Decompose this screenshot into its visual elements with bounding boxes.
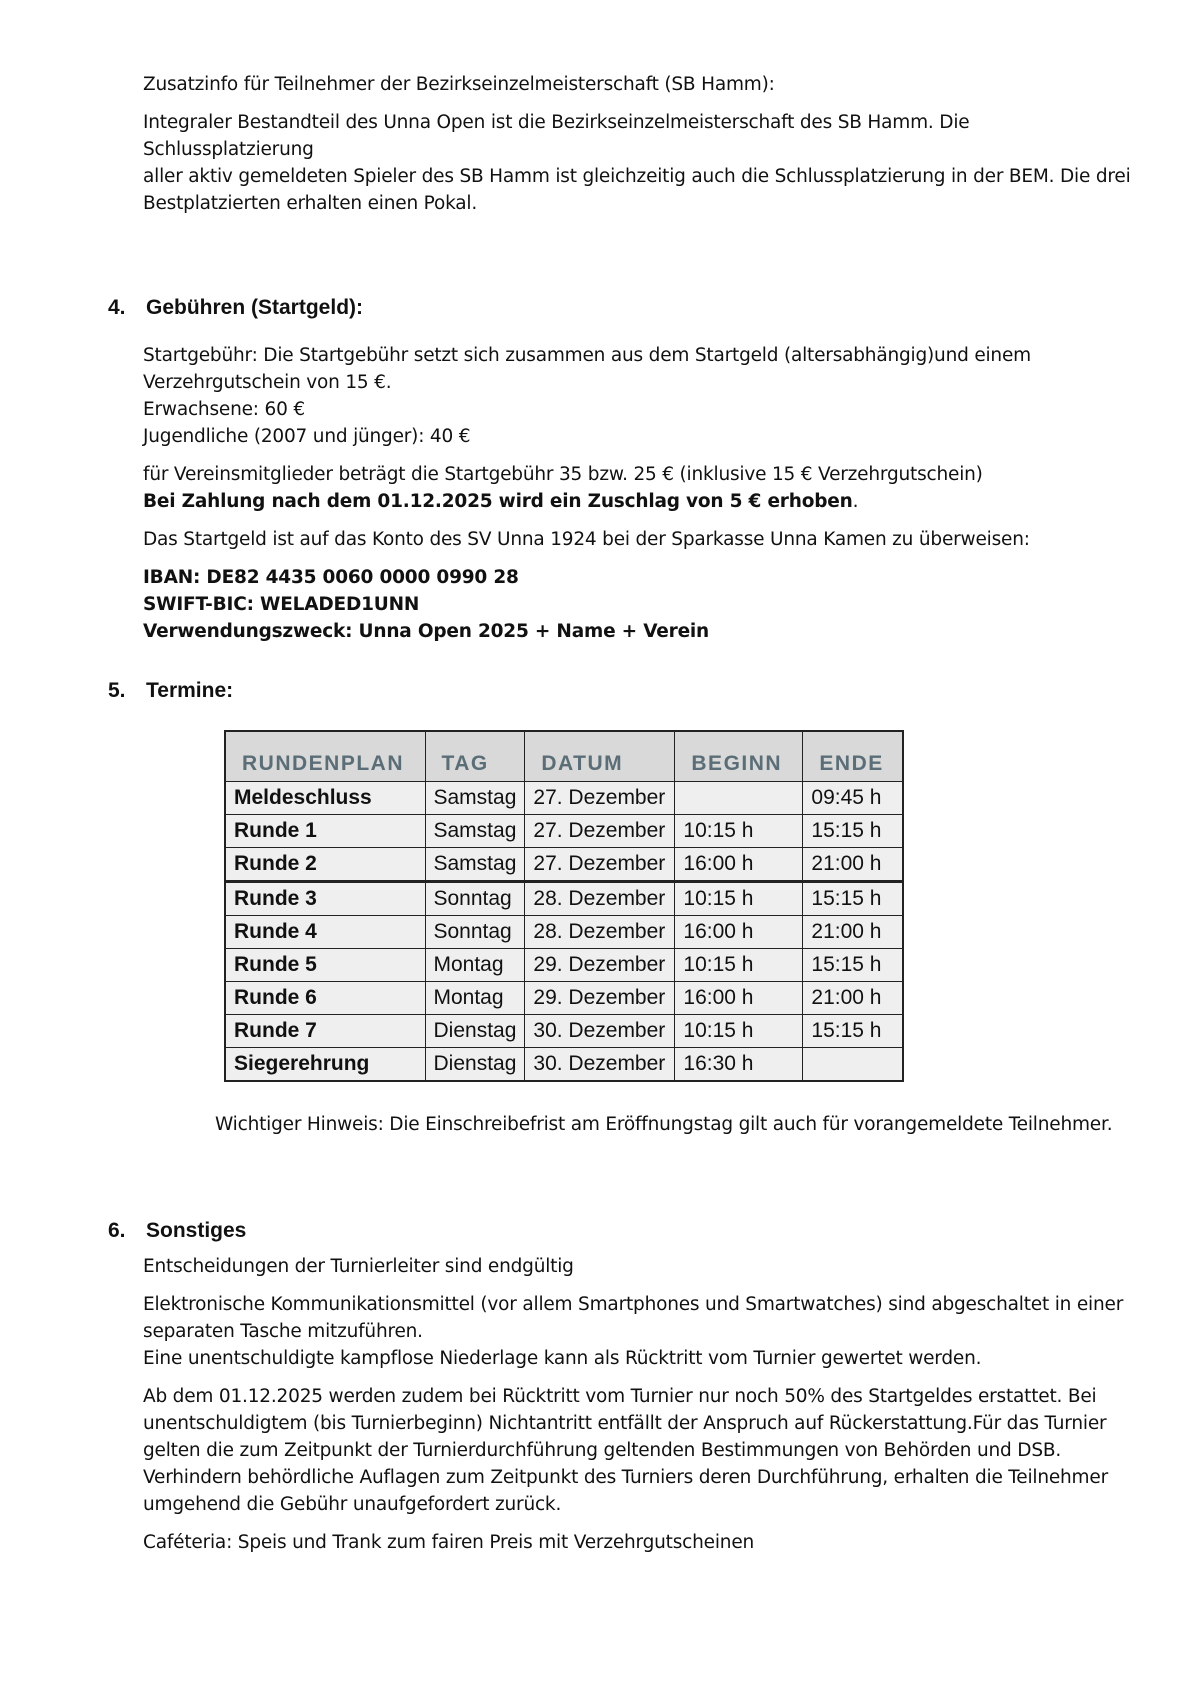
cell-date: 30. Dezember: [525, 1014, 675, 1047]
refund-paragraph: [143, 1383, 1133, 1518]
transfer-paragraph: Das Startgeld ist auf das Konto des SV Unna 1924 bei der Sparkasse Unna Kamen zu überweisen:: [143, 529, 1030, 550]
important-note: Wichtiger Hinweis: Die Einschreibefrist am Eröffnungstag gilt auch für vorangemeldete Teilnehmer.: [215, 1114, 1113, 1135]
bank-details: [143, 564, 1143, 645]
cell-end: 21:00 h: [803, 915, 903, 948]
refund-line: unentschuldigtem (bis Turnierbeginn) Nichtantritt entfällt der Anspruch auf Rückerstattung.Für das Turnier: [143, 1413, 1107, 1434]
surcharge-line: [143, 488, 1143, 515]
table-row: [225, 781, 903, 814]
cell-day: Dienstag: [425, 1014, 525, 1047]
cell-begin: [675, 781, 803, 814]
cell-end: 15:15 h: [803, 814, 903, 847]
cell-begin: 10:15 h: [675, 881, 803, 915]
cell-date: 29. Dezember: [525, 981, 675, 1014]
intro-section: [143, 71, 1133, 228]
cell-begin: 16:00 h: [675, 981, 803, 1014]
cell-round: Meldeschluss: [225, 781, 425, 814]
intro-paragraph: [143, 109, 1133, 217]
section-6-title: Sonstiges: [146, 1219, 247, 1242]
intro-line: Bestplatzierten erhalten einen Pokal.: [143, 193, 478, 214]
section-4-title: Gebühren (Startgeld):: [146, 296, 364, 319]
cell-end: 21:00 h: [803, 847, 903, 881]
fee-line: Erwachsene: 60 €: [143, 399, 305, 420]
cell-begin: 10:15 h: [675, 1014, 803, 1047]
devices-paragraph: [143, 1291, 1133, 1372]
devices-line: separaten Tasche mitzuführen.: [143, 1321, 423, 1342]
fee-line: Verzehrgutschein von 15 €.: [143, 372, 392, 393]
section-5-title: Termine:: [146, 679, 234, 702]
header-tag: TAG: [425, 731, 525, 781]
cell-round: Runde 6: [225, 981, 425, 1014]
cell-date: 27. Dezember: [525, 814, 675, 847]
cell-day: Samstag: [425, 847, 525, 881]
bic-line: SWIFT-BIC: WELADED1UNN: [143, 594, 420, 615]
header-ende: ENDE: [803, 731, 903, 781]
cell-date: 28. Dezember: [525, 915, 675, 948]
cell-date: 27. Dezember: [525, 781, 675, 814]
cell-begin: 10:15 h: [675, 814, 803, 847]
cell-end: 15:15 h: [803, 948, 903, 981]
refund-line: Verhindern behördliche Auflagen zum Zeitpunkt des Turniers deren Durchführung, erhalten die Teilnehmer: [143, 1467, 1108, 1488]
cell-day: Sonntag: [425, 915, 525, 948]
cell-round: Runde 4: [225, 915, 425, 948]
cell-end: 15:15 h: [803, 881, 903, 915]
section-6-heading: [108, 1218, 246, 1244]
surcharge-period: .: [852, 491, 859, 512]
cell-round: Runde 5: [225, 948, 425, 981]
cell-day: Sonntag: [425, 881, 525, 915]
section-5-number: 5.: [108, 679, 126, 702]
section-5-heading: [108, 678, 233, 704]
refund-line: gelten die zum Zeitpunkt der Turnierdurchführung geltenden Bestimmungen von Behörden und DSB.: [143, 1440, 1062, 1461]
surcharge-text: Bei Zahlung nach dem 01.12.2025 wird ein Zuschlag von 5 € erhoben: [143, 491, 853, 512]
purpose-line: Verwendungszweck: Unna Open 2025 + Name + Verein: [143, 621, 710, 642]
devices-line: Eine unentschuldigte kampflose Niederlage kann als Rücktritt vom Turnier gewertet werden.: [143, 1348, 982, 1369]
fee-paragraph: [143, 342, 1143, 450]
section-6-number: 6.: [108, 1219, 126, 1242]
table-row: [225, 948, 903, 981]
decisions-paragraph: Entscheidungen der Turnierleiter sind endgültig: [143, 1256, 574, 1277]
member-fee-paragraph: [143, 461, 1143, 515]
devices-line: Elektronische Kommunikationsmittel (vor allem Smartphones und Smartwatches) sind abgeschaltet in einer: [143, 1294, 1124, 1315]
header-rundenplan: RUNDENPLAN: [225, 731, 425, 781]
iban-line: IBAN: DE82 4435 0060 0000 0990 28: [143, 567, 519, 588]
refund-line: Ab dem 01.12.2025 werden zudem bei Rücktritt vom Turnier nur noch 50% des Startgeldes erstattet. Bei: [143, 1386, 1097, 1407]
cell-begin: 10:15 h: [675, 948, 803, 981]
section-6-body: [143, 1253, 1133, 1567]
cell-end: [803, 1047, 903, 1081]
table-row: [225, 881, 903, 915]
section-4-body: [143, 342, 1143, 656]
cell-round: Runde 3: [225, 881, 425, 915]
schedule-header-row: [225, 731, 903, 781]
cell-day: Samstag: [425, 814, 525, 847]
intro-line: Integraler Bestandteil des Unna Open ist die Bezirkseinzelmeisterschaft des SB Hamm. Die Schlussplatzierung: [143, 112, 970, 160]
header-datum: DATUM: [525, 731, 675, 781]
table-row: [225, 1047, 903, 1081]
table-row: [225, 847, 903, 881]
cell-end: 15:15 h: [803, 1014, 903, 1047]
cell-end: 09:45 h: [803, 781, 903, 814]
cell-round: Runde 2: [225, 847, 425, 881]
fee-line: Startgebühr: Die Startgebühr setzt sich zusammen aus dem Startgeld (altersabhängig)und einem: [143, 345, 1031, 366]
schedule-table: [224, 730, 904, 1082]
refund-line: umgehend die Gebühr unaufgefordert zurück.: [143, 1494, 562, 1515]
section-4-number: 4.: [108, 296, 126, 319]
cell-date: 29. Dezember: [525, 948, 675, 981]
cell-round: Runde 1: [225, 814, 425, 847]
cell-date: 28. Dezember: [525, 881, 675, 915]
member-fee-line: für Vereinsmitglieder beträgt die Startgebühr 35 bzw. 25 € (inklusive 15 € Verzehrgutschein): [143, 464, 983, 485]
cell-day: Dienstag: [425, 1047, 525, 1081]
intro-heading-line: Zusatzinfo für Teilnehmer der Bezirkseinzelmeisterschaft (SB Hamm):: [143, 74, 775, 95]
cell-round: Runde 7: [225, 1014, 425, 1047]
cell-day: Montag: [425, 981, 525, 1014]
intro-line: aller aktiv gemeldeten Spieler des SB Hamm ist gleichzeitig auch die Schlussplatzierung in der BEM. Die drei: [143, 166, 1131, 187]
cell-date: 30. Dezember: [525, 1047, 675, 1081]
table-row: [225, 1014, 903, 1047]
table-row: [225, 814, 903, 847]
section-4-heading: [108, 295, 363, 321]
header-beginn: BEGINN: [675, 731, 803, 781]
cell-day: Montag: [425, 948, 525, 981]
cell-end: 21:00 h: [803, 981, 903, 1014]
table-row: [225, 915, 903, 948]
cafeteria-paragraph: Caféteria: Speis und Trank zum fairen Preis mit Verzehrgutscheinen: [143, 1532, 755, 1553]
cell-begin: 16:00 h: [675, 915, 803, 948]
cell-round: Siegerehrung: [225, 1047, 425, 1081]
fee-line: Jugendliche (2007 und jünger): 40 €: [143, 426, 471, 447]
cell-day: Samstag: [425, 781, 525, 814]
table-row: [225, 981, 903, 1014]
cell-date: 27. Dezember: [525, 847, 675, 881]
cell-begin: 16:30 h: [675, 1047, 803, 1081]
cell-begin: 16:00 h: [675, 847, 803, 881]
